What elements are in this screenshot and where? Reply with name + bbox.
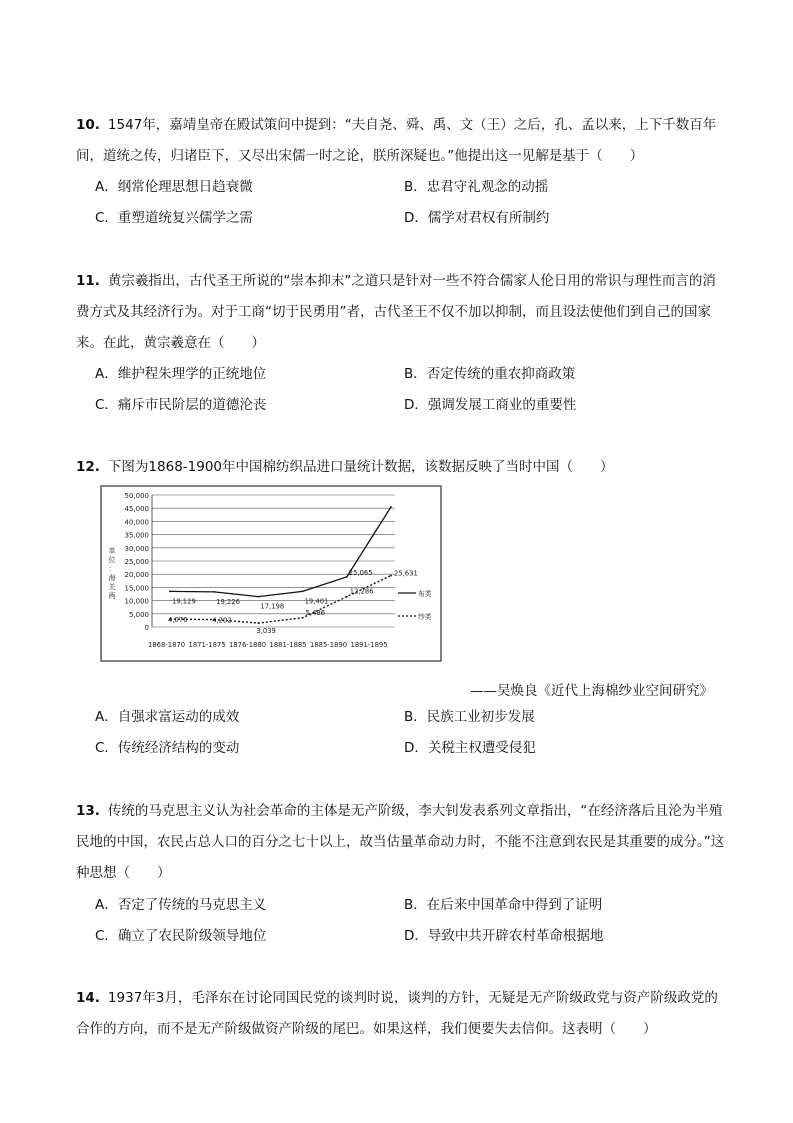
data-label: 25,631: [394, 569, 418, 578]
y-tick-label: 25,000: [124, 558, 149, 566]
option-d[interactable]: D．导致中共开辟农村革命根据地: [404, 928, 604, 944]
data-label: 4,202: [212, 616, 232, 625]
y-tick-label: 35,000: [124, 531, 149, 540]
y-tick-label: 10,000: [124, 597, 149, 606]
data-label: 19,129: [172, 597, 196, 606]
x-tick-label: 1891-1895: [350, 641, 388, 649]
source-citation: ——吴焕良《近代上海棉纱业空间研究》: [470, 683, 713, 699]
option-d[interactable]: D．关税主权遭受侵犯: [404, 740, 536, 756]
question-stem: 下图为1868-1900年中国棉纺织品进口量统计数据，该数据反映了当时中国（ ）: [107, 459, 614, 475]
data-point: [346, 576, 348, 578]
option-c[interactable]: C．确立了农民阶级领导地位: [95, 928, 267, 944]
x-tick-label: 1881-1885: [269, 641, 307, 649]
y-tick-label: 20,000: [124, 571, 149, 580]
y-tick-label: 30,000: [124, 544, 149, 553]
y-axis-label-char: ：: [108, 565, 116, 573]
y-tick-label: 15,000: [124, 584, 149, 593]
option-b[interactable]: B．忠君守礼观念的动摇: [404, 179, 549, 195]
x-tick-label: 1876-1880: [229, 641, 267, 649]
option-c[interactable]: C．痛斥市民阶层的道德沦丧: [95, 397, 267, 413]
option-a[interactable]: A．否定了传统的马克思主义: [95, 897, 267, 913]
y-tick-label: 40,000: [124, 518, 149, 527]
question-number: 10.: [76, 117, 100, 133]
data-point: [213, 591, 215, 593]
question-stem: 1547年，嘉靖皇帝在殿试策问中提到：“夫自尧、舜、禹、文（王）之后，孔、孟以来，上下千数百年间，道统之传，归诸臣下，又尽出宋儒一时之论，朕所深疑也。”他提出这一见解是基于（ ）: [76, 117, 717, 164]
data-point: [390, 506, 392, 508]
data-point: [390, 575, 392, 577]
option-b[interactable]: B．否定传统的重农抑商政策: [404, 366, 576, 382]
option-b[interactable]: B．在后来中国革命中得到了证明: [404, 897, 603, 913]
x-tick-label: 1885-1890: [310, 641, 348, 649]
x-tick-label: 1871-1875: [188, 641, 226, 649]
data-label: 19,401: [304, 597, 329, 606]
question-stem: 黄宗羲指出，古代圣王所说的“崇本抑末”之道只是针对一些不符合儒家人伦日用的常识与理性而言的消费方式及其经济行为。对于工商“切于民勇用”者，古代圣王不仅不加以抑制，而且设法使他们到自己的国家来。在此，黄宗羲意在（ ）: [76, 273, 716, 351]
data-point: [346, 596, 348, 598]
question-11: [76, 266, 726, 359]
option-a[interactable]: A．自强求富运动的成效: [95, 709, 240, 725]
question-13: [76, 796, 726, 889]
option-c[interactable]: C．重塑道统复兴儒学之需: [95, 210, 253, 226]
y-axis-label-char: 海: [108, 574, 116, 582]
y-axis-label-char: 两: [108, 592, 116, 600]
data-point: [258, 622, 260, 624]
question-14: [76, 983, 726, 1045]
question-stem: 1937年3月，毛泽东在讨论同国民党的谈判时说，谈判的方针，无疑是无产阶级政党与资产阶级政党的合作的方向，而不是无产阶级做资产阶级的尾巴。如果这样，我们便要失去信仰。这表明（ ）: [76, 990, 718, 1037]
option-a[interactable]: A．纲常伦理思想日趋衰微: [95, 179, 253, 195]
x-tick-label: 1868-1870: [148, 641, 186, 649]
y-axis-label-char: 关: [108, 583, 116, 591]
y-axis-label-char: 单: [108, 547, 116, 555]
option-b[interactable]: B．民族工业初步发展: [404, 709, 535, 725]
question-number: 14.: [76, 990, 100, 1006]
question-number: 11.: [76, 273, 100, 289]
y-tick-label: 5,000: [128, 610, 149, 619]
option-d[interactable]: D．强调发展工商业的重要性: [404, 397, 577, 413]
question-12: [76, 452, 726, 483]
data-label: 25,065: [348, 568, 373, 577]
data-label: 12,286: [349, 587, 374, 596]
question-stem: 传统的马克思主义认为社会革命的主体是无产阶级，李大钊发表系列文章指出，“在经济落后且沦为半殖民地的中国，农民占总人口的百分之七十以上，故当估量革命动力时，不能不注意到农民是其重要的成分。”这种思想（ ）: [76, 803, 725, 881]
option-a[interactable]: A．维护程朱理学的正统地位: [95, 366, 267, 382]
data-point: [169, 590, 171, 592]
option-c[interactable]: C．传统经济结构的变动: [95, 740, 240, 756]
data-label: 5,486: [305, 608, 326, 617]
y-tick-label: 0: [144, 624, 149, 632]
question-number: 13.: [76, 803, 100, 819]
question-10: [76, 110, 726, 172]
y-tick-label: 50,000: [124, 492, 149, 500]
data-point: [258, 596, 260, 598]
legend-label: 纱类: [418, 613, 432, 621]
option-d[interactable]: D．儒学对君权有所制约: [404, 210, 550, 226]
y-axis-label-char: 位: [108, 556, 116, 564]
data-label: 4,076: [168, 616, 188, 625]
data-label: 17,198: [260, 602, 285, 611]
data-label: 3,039: [256, 627, 276, 636]
data-label: 19,226: [216, 597, 240, 606]
data-point: [302, 590, 304, 592]
data-point: [302, 617, 304, 619]
line-chart-svg: [100, 485, 442, 662]
legend-label: 布类: [418, 590, 432, 598]
import-chart: [100, 485, 442, 662]
question-number: 12.: [76, 459, 100, 475]
y-tick-label: 45,000: [124, 505, 149, 514]
